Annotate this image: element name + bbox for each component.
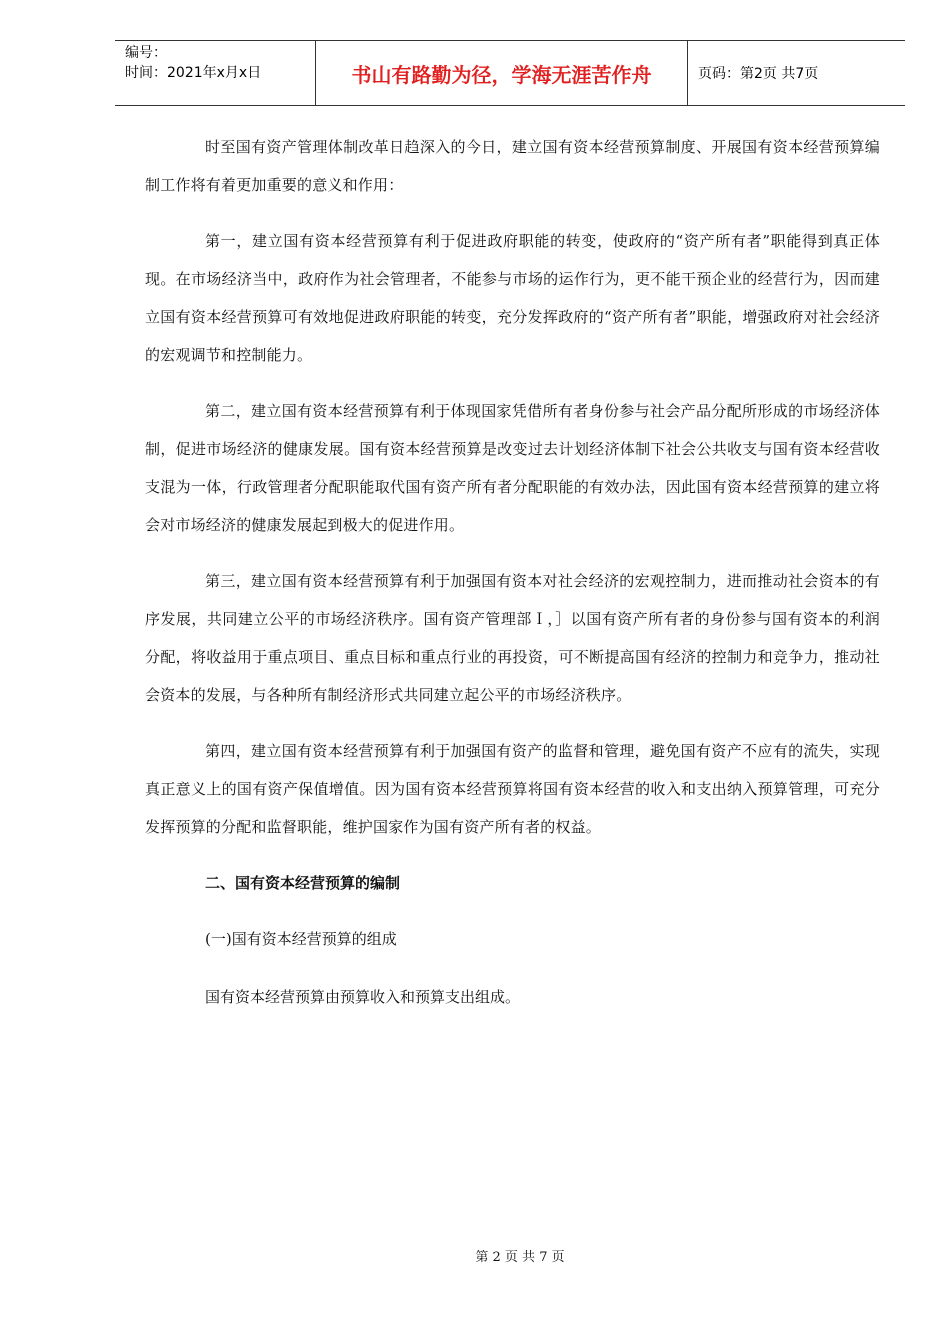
header-page-label: 页码：第2页 共7页 <box>698 66 819 82</box>
header-motto: 书山有路勤为径，学海无涯苦作舟 <box>315 41 688 105</box>
document-body <box>145 128 880 1016</box>
time-label: 时间：2021年x月x日 <box>125 65 262 81</box>
section-heading: 二、国有资本经营预算的编制 <box>205 874 401 892</box>
header-meta <box>115 41 315 105</box>
paragraph-first: 第一，建立国有资本经营预算有利于促进政府职能的转变，使政府的“资产所有者”职能得到真正体现。在市场经济当中，政府作为社会管理者，不能参与市场的运作行为，更不能干预企业的经营行为，因而建立国有资本经营预算可有效地促进政府职能的转变，充分发挥政府的“资产所有者”职能，增强政府对社会经济的宏观调节和控制能力。 <box>145 232 880 364</box>
paragraph-third: 第三，建立国有资本经营预算有利于加强国有资本对社会经济的宏观控制力，进而推动社会资本的有序发展，共同建立公平的市场经济秩序。国有资产管理部Ｉ，］以国有资产所有者的身份参与国有资本的利润分配，将收益用于重点项目、重点目标和重点行业的再投资，可不断提高国有经济的控制力和竞争力，推动社会资本的发展，与各种所有制经济形式共同建立起公平的市场经济秩序。 <box>145 572 880 704</box>
paragraph-fourth: 第四，建立国有资本经营预算有利于加强国有资产的监督和管理，避免国有资产不应有的流失，实现真正意义上的国有资产保值增值。因为国有资本经营预算将国有资本经营的收入和支出纳入预算管理，可充分发挥预算的分配和监督职能，维护国家作为国有资产所有者的权益。 <box>145 742 880 836</box>
document-header <box>115 40 905 106</box>
code-label: 编号： <box>125 45 167 61</box>
paragraph-intro: 时至国有资产管理体制改革日趋深入的今日，建立国有资本经营预算制度、开展国有资本经营预算编制工作将有着更加重要的意义和作用： <box>145 138 880 194</box>
paragraph-second: 第二，建立国有资本经营预算有利于体现国家凭借所有者身份参与社会产品分配所形成的市场经济体制，促进市场经济的健康发展。国有资本经营预算是改变过去计划经济体制下社会公共收支与国有资本经营收支混为一体，行政管理者分配职能取代国有资产所有者分配职能的有效办法，因此国有资本经营预算的建立将会对市场经济的健康发展起到极大的促进作用。 <box>145 402 880 534</box>
subsection-heading: (一)国有资本经营预算的组成 <box>205 930 397 948</box>
closing-line: 国有资本经营预算由预算收入和预算支出组成。 <box>205 988 521 1006</box>
page-footer: 第 2 页 共 7 页 <box>475 1250 565 1265</box>
